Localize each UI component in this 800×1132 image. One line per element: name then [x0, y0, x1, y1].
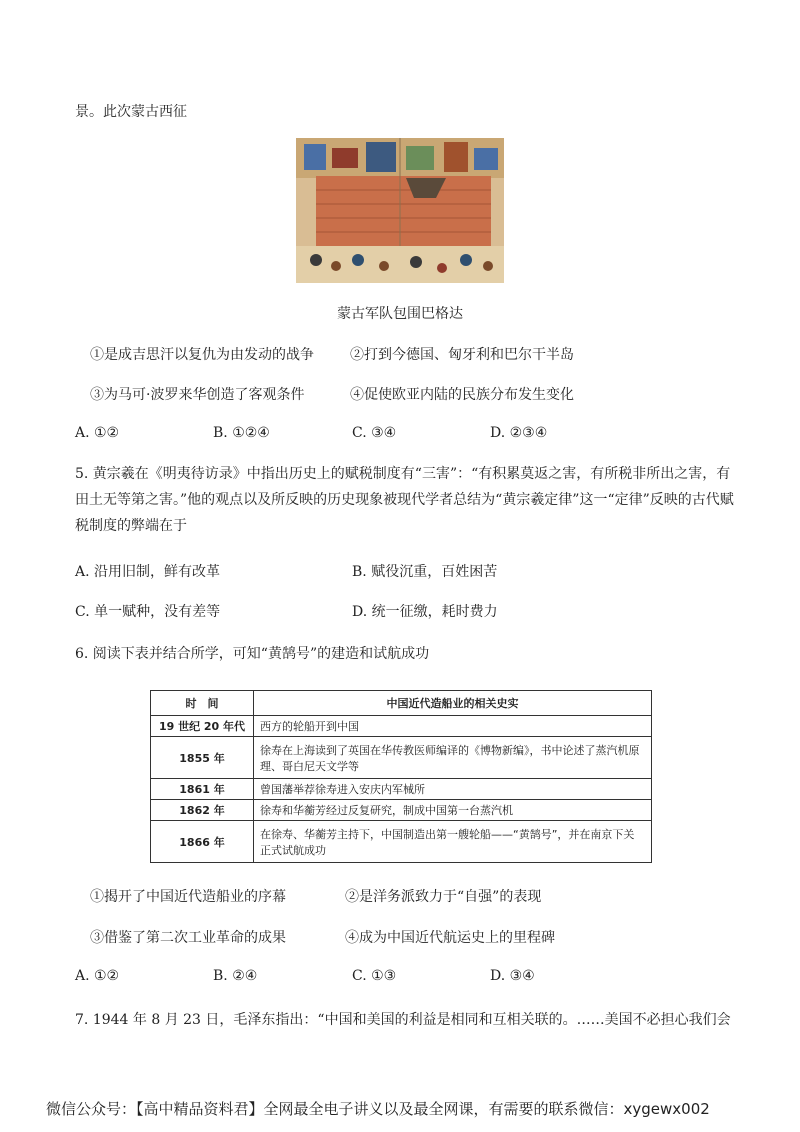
- table-row: [151, 821, 652, 863]
- table-row: [151, 800, 652, 821]
- row-time: 1855 年: [151, 737, 254, 779]
- q4-statement-1: ①是成吉思汗以复仇为由发动的战争: [90, 347, 314, 363]
- table-header-row: [151, 691, 652, 716]
- q4-option-a[interactable]: A. ①②: [75, 425, 120, 441]
- row-time: 1862 年: [151, 800, 254, 821]
- row-time: 1866 年: [151, 821, 254, 863]
- q6-statement-4: ④成为中国近代航运史上的里程碑: [345, 930, 555, 946]
- row-fact: 在徐寿、华蘅芳主持下，中国制造出第一艘轮船——“黄鹄号”，并在南京下关正式试航成功: [254, 821, 652, 863]
- q6-statement-1: ①揭开了中国近代造船业的序幕: [90, 889, 286, 905]
- row-time: 19 世纪 20 年代: [151, 716, 254, 737]
- q4-statement-4: ④促使欧亚内陆的民族分布发生变化: [350, 387, 574, 403]
- q4-statement-2: ②打到今德国、匈牙利和巴尔干半岛: [350, 347, 574, 363]
- q4-statement-3: ③为马可·波罗来华创造了客观条件: [90, 387, 305, 403]
- q7-stem: 7. 1944 年 8 月 23 日，毛泽东指出：“中国和美国的利益是相同和互相关联的。……美国不必担心我们会: [75, 1012, 731, 1028]
- q5-option-b[interactable]: B. 赋役沉重，百姓困苦: [352, 564, 498, 580]
- table-row: [151, 716, 652, 737]
- q6-option-a[interactable]: A. ①②: [75, 968, 120, 984]
- q6-stem: 6. 阅读下表并结合所学，可知“黄鹄号”的建造和试航成功: [75, 646, 430, 662]
- q5-option-a[interactable]: A. 沿用旧制，鲜有改革: [75, 564, 221, 580]
- q6-statement-3: ③借鉴了第二次工业革命的成果: [90, 930, 286, 946]
- footer-promo: 微信公众号：【高中精品资料君】全网最全电子讲义以及最全网课，有需要的联系微信：xygewx002: [46, 1100, 710, 1118]
- q6-option-c[interactable]: C. ①③: [352, 968, 397, 984]
- q6-option-b[interactable]: B. ②④: [213, 968, 258, 984]
- row-fact: 徐寿在上海读到了英国在华传教医师编译的《博物新编》，书中论述了蒸汽机原理、哥白尼天文学等: [254, 737, 652, 779]
- image-caption: 蒙古军队包围巴格达: [337, 306, 463, 322]
- shipbuilding-table: [150, 690, 652, 863]
- header-time: 时 间: [151, 691, 254, 716]
- top-line: 景。此次蒙古西征: [75, 104, 187, 120]
- q5-option-d[interactable]: D. 统一征缴，耗时费力: [352, 604, 498, 620]
- q4-option-c[interactable]: C. ③④: [352, 425, 397, 441]
- row-fact: 徐寿和华蘅芳经过反复研究，制成中国第一台蒸汽机: [254, 800, 652, 821]
- q4-option-b[interactable]: B. ①②④: [213, 425, 270, 441]
- siege-painting: [296, 138, 504, 283]
- row-fact: 曾国藩举荐徐寿进入安庆内军械所: [254, 779, 652, 800]
- table-row: [151, 737, 652, 779]
- row-fact: 西方的轮船开到中国: [254, 716, 652, 737]
- q5-option-c[interactable]: C. 单一赋种，没有差等: [75, 604, 221, 620]
- q6-option-d[interactable]: D. ③④: [490, 968, 535, 984]
- row-time: 1861 年: [151, 779, 254, 800]
- table-row: [151, 779, 652, 800]
- siege-painting-illustration: [296, 138, 504, 283]
- header-fact: 中国近代造船业的相关史实: [254, 691, 652, 716]
- q6-statement-2: ②是洋务派致力于“自强”的表现: [345, 889, 542, 905]
- q5-stem: 5. 黄宗羲在《明夷待访录》中指出历史上的赋税制度有“三害”：“有积累莫返之害，有所税非所出之害，有田土无等第之害。”他的观点以及所反映的历史现象被现代学者总结为“黄宗羲定律”这一“定律”反映的古代赋税制度的弊端在于: [75, 466, 734, 534]
- q4-option-d[interactable]: D. ②③④: [490, 425, 548, 441]
